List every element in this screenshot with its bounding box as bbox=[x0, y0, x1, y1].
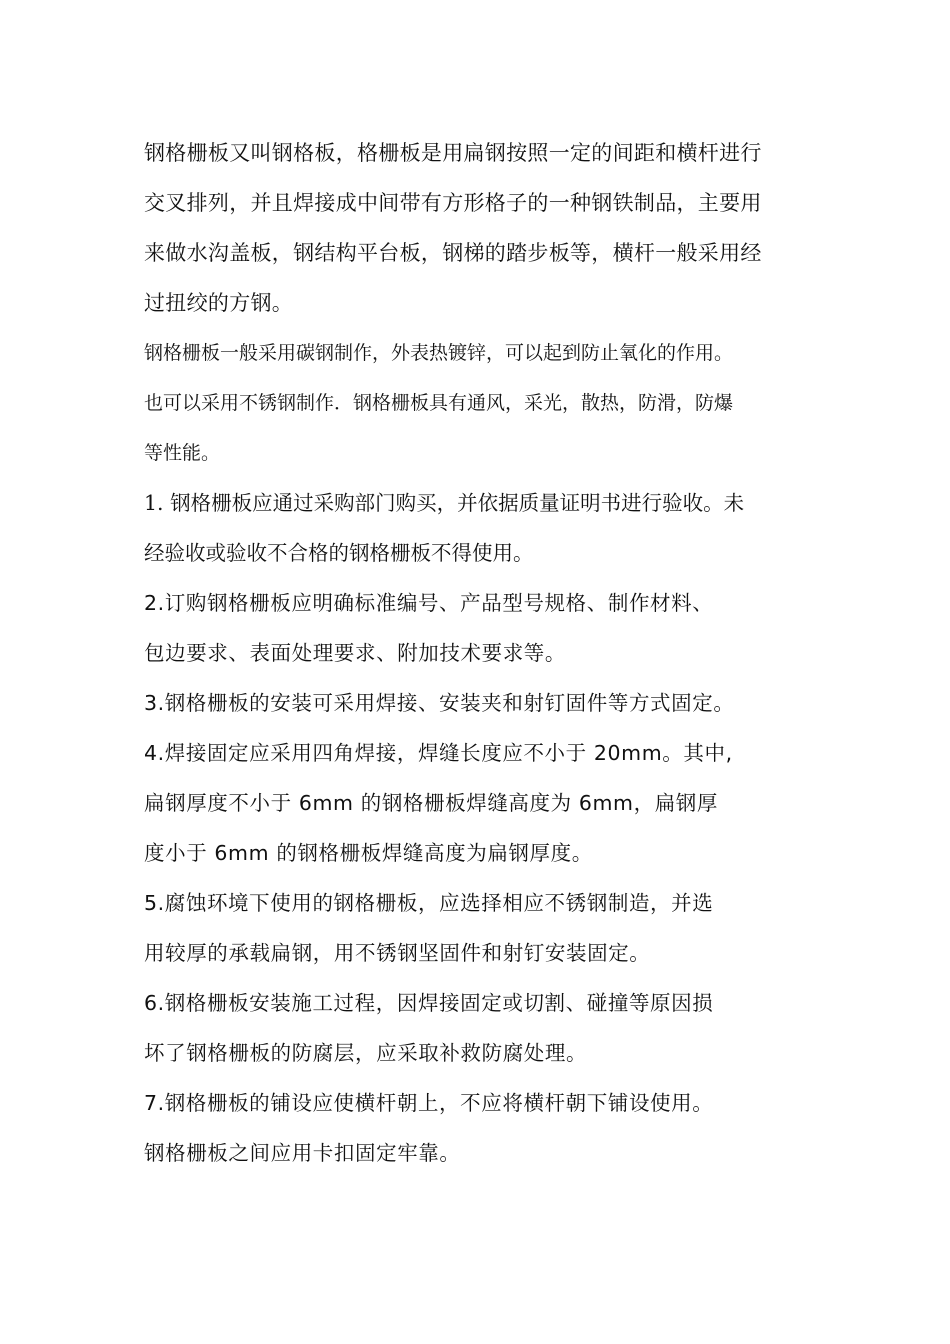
text-line: 钢格栅板又叫钢格板，格栅板是用扁钢按照一定的间距和横杆进行 bbox=[144, 141, 762, 165]
text-line: 来做水沟盖板，钢结构平台板，钢梯的踏步板等，横杆一般采用经 bbox=[144, 241, 762, 265]
text-line: 5.腐蚀环境下使用的钢格栅板，应选择相应不锈钢制造，并选 bbox=[144, 891, 714, 915]
text-line: 2.订购钢格栅板应明确标准编号、产品型号规格、制作材料、 bbox=[144, 591, 714, 615]
document-body bbox=[144, 128, 834, 1178]
text-line: 钢格栅板之间应用卡扣固定牢靠。 bbox=[144, 1141, 461, 1165]
text-line: 扁钢厚度不小于 6mm 的钢格栅板焊缝高度为 6mm，扁钢厚 bbox=[144, 791, 719, 815]
requirement-item-5 bbox=[144, 878, 834, 978]
intro-paragraph bbox=[144, 128, 834, 328]
text-line: 7.钢格栅板的铺设应使横杆朝上，不应将横杆朝下铺设使用。 bbox=[144, 1091, 714, 1115]
text-line: 钢格栅板一般采用碳钢制作，外表热镀锌，可以起到防止氧化的作用。 bbox=[144, 342, 734, 364]
text-line: 经验收或验收不合格的钢格栅板不得使用。 bbox=[144, 541, 534, 565]
text-line: 等性能。 bbox=[144, 442, 221, 464]
material-paragraph bbox=[144, 328, 834, 478]
text-line: 6.钢格栅板安装施工过程，因焊接固定或切割、碰撞等原因损 bbox=[144, 991, 714, 1015]
requirement-item-2 bbox=[144, 578, 834, 678]
text-line: 也可以采用不锈钢制作．钢格栅板具有通风，采光，散热，防滑，防爆 bbox=[144, 392, 734, 414]
text-line: 度小于 6mm 的钢格栅板焊缝高度为扁钢厚度。 bbox=[144, 841, 593, 865]
text-line: 1. 钢格栅板应通过采购部门购买，并依据质量证明书进行验收。未 bbox=[144, 491, 745, 515]
text-line: 交叉排列，并且焊接成中间带有方形格子的一种钢铁制品，主要用 bbox=[144, 191, 762, 215]
text-line: 过扭绞的方钢。 bbox=[144, 291, 294, 315]
requirement-item-1 bbox=[144, 478, 834, 578]
text-line: 包边要求、表面处理要求、附加技术要求等。 bbox=[144, 641, 566, 665]
requirement-item-3 bbox=[144, 678, 834, 728]
requirement-item-6 bbox=[144, 978, 834, 1078]
text-line: 坏了钢格栅板的防腐层，应采取补救防腐处理。 bbox=[144, 1041, 588, 1065]
text-line: 3.钢格栅板的安装可采用焊接、安装夹和射钉固件等方式固定。 bbox=[144, 691, 735, 715]
requirement-item-4 bbox=[144, 728, 834, 878]
text-line: 用较厚的承载扁钢，用不锈钢坚固件和射钉安装固定。 bbox=[144, 941, 651, 965]
requirement-item-7 bbox=[144, 1078, 834, 1178]
text-line: 4.焊接固定应采用四角焊接，焊缝长度应不小于 20mm。其中, bbox=[144, 741, 733, 765]
